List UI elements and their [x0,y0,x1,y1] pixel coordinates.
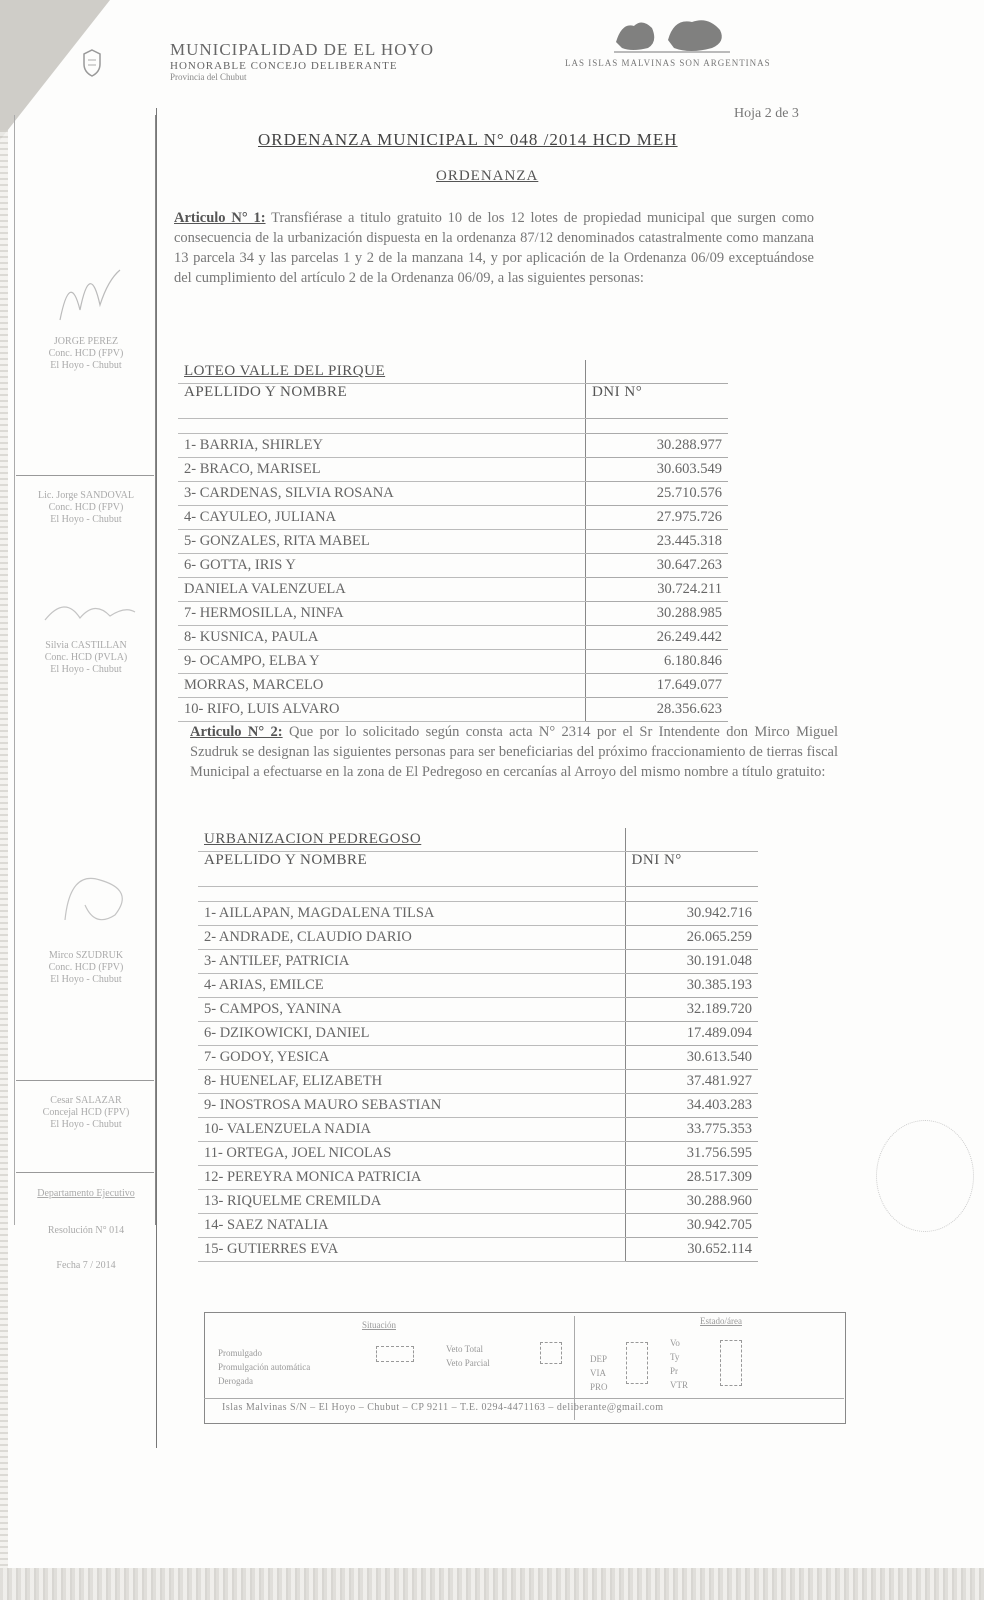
promulgado-checkbox [376,1346,414,1362]
beneficiary-dni: 30.191.048 [625,950,758,974]
province-name: Provincia del Chubut [170,72,247,82]
beneficiary-name: 10- RIFO, LUIS ALVARO [178,698,585,722]
table-row [178,530,728,554]
beneficiary-name: 9- OCAMPO, ELBA Y [178,650,585,674]
divider [16,1172,154,1173]
beneficiary-dni: 30.288.977 [585,434,728,458]
beneficiary-name: 2- BRACO, MARISEL [178,458,585,482]
col-label: VTR [670,1380,688,1390]
beneficiary-dni: 30.385.193 [625,974,758,998]
beneficiary-name: 6- GOTTA, IRIS Y [178,554,585,578]
table-row [178,602,728,626]
beneficiary-name: 10- VALENZUELA NADIA [198,1118,625,1142]
malvinas-islands-icon [612,12,732,54]
beneficiary-dni: 17.649.077 [585,674,728,698]
situation-title: Situación [362,1320,396,1330]
beneficiary-name: DANIELA VALENZUELA [178,578,585,602]
table-row [178,554,728,578]
beneficiary-dni: 27.975.726 [585,506,728,530]
resolution-number: Resolución N° 014 [47,1225,125,1236]
article-2 [190,722,838,782]
table-row [198,1190,758,1214]
beneficiary-name: 3- ANTILEF, PATRICIA [198,950,625,974]
page-number: Hoja 2 de 3 [734,106,799,121]
table-row [178,626,728,650]
beneficiary-name: 13- RIQUELME CREMILDA [198,1190,625,1214]
beneficiary-dni: 30.603.549 [585,458,728,482]
beneficiary-name: MORRAS, MARCELO [178,674,585,698]
beneficiary-name: 4- CAYULEO, JULIANA [178,506,585,530]
signatory-3: Silvia CASTILLAN Conc. HCD (PVLA) El Hoyo - Chubut [44,640,128,675]
table-row [198,1166,758,1190]
article-2-text: Que por lo solicitado según consta acta N° 2314 por el Sr Intendente don Mirco Miguel Szudruk se designan las siguientes personas para ser beneficiarias del próximo fraccionamiento de tierras fiscal Municipal a efectuarse en la zona de El Pedregoso en cercanías al Arroyo del mismo nombre a título gratuito: [190,724,839,780]
municipal-crest-icon [80,48,104,78]
table-urbanizacion-pedregoso [198,828,758,1262]
table-row [178,698,728,722]
table-row [178,458,728,482]
table-title: LOTEO VALLE DEL PIRQUE [178,360,585,384]
beneficiary-name: 3- CARDENAS, SILVIA ROSANA [178,482,585,506]
table-row [178,482,728,506]
beneficiary-name: 7- HERMOSILLA, NINFA [178,602,585,626]
column-header-name: APELLIDO Y NOMBRE [178,384,585,419]
beneficiary-dni: 30.724.211 [585,578,728,602]
beneficiary-name: 9- INOSTROSA MAURO SEBASTIAN [198,1094,625,1118]
signatory-5: Cesar SALAZAR Concejal HCD (FPV) El Hoyo - Chubut [42,1095,130,1130]
promulgado-label: Promulgado [218,1348,262,1358]
beneficiary-name: 8- KUSNICA, PAULA [178,626,585,650]
col-label: VIA [590,1368,606,1378]
beneficiary-dni: 30.613.540 [625,1046,758,1070]
promulgacion-automatica-label: Promulgación automática [218,1362,311,1372]
beneficiary-dni: 30.647.263 [585,554,728,578]
divider [204,1398,844,1399]
beneficiary-dni: 30.942.716 [625,902,758,926]
beneficiary-dni: 32.189.720 [625,998,758,1022]
table-row [198,998,758,1022]
beneficiary-dni: 30.942.705 [625,1214,758,1238]
table-row [198,1214,758,1238]
beneficiary-name: 2- ANDRADE, CLAUDIO DARIO [198,926,625,950]
beneficiary-dni: 28.517.309 [625,1166,758,1190]
beneficiary-name: 14- SAEZ NATALIA [198,1214,625,1238]
divider [16,1080,154,1081]
signature-scribble-icon [50,250,130,330]
letterhead [170,40,434,82]
beneficiary-name: 8- HUENELAF, ELIZABETH [198,1070,625,1094]
column-header-dni: DNI N° [585,384,728,419]
beneficiary-dni: 26.249.442 [585,626,728,650]
beneficiary-dni: 37.481.927 [625,1070,758,1094]
municipality-name: MUNICIPALIDAD DE EL HOYO [170,40,435,59]
table-row [198,1070,758,1094]
document-title: ORDENANZA MUNICIPAL N° 048 /2014 HCD MEH [258,130,678,149]
signature-scribble-icon [40,590,140,630]
resolution-date: Fecha 7 / 2014 [56,1260,116,1271]
beneficiary-dni: 28.356.623 [585,698,728,722]
estado-checkbox [626,1342,648,1384]
table-row [198,950,758,974]
estado-checkbox [720,1340,742,1386]
beneficiary-name: 7- GODOY, YESICA [198,1046,625,1070]
footer-address: Islas Malvinas S/N – El Hoyo – Chubut – CP 9211 – T.E. 0294-4471163 – deliberante@gmail.com [222,1402,664,1413]
beneficiary-name: 1- BARRIA, SHIRLEY [178,434,585,458]
table-row [178,578,728,602]
signature-scribble-icon [55,860,145,930]
beneficiary-dni: 23.445.318 [585,530,728,554]
beneficiary-dni: 30.652.114 [625,1238,758,1262]
table-row [178,674,728,698]
divider [16,475,154,476]
beneficiary-dni: 17.489.094 [625,1022,758,1046]
beneficiary-dni: 30.288.985 [585,602,728,626]
page-edge-texture [0,130,8,1570]
column-header-dni: DNI N° [625,852,758,887]
table-row [178,506,728,530]
table-row [198,974,758,998]
table-title: URBANIZACION PEDREGOSO [198,828,625,852]
col-label: PRO [590,1382,608,1392]
table-loteo-valle-del-pirque [178,360,728,722]
beneficiary-dni: 25.710.576 [585,482,728,506]
table-row [198,902,758,926]
veto-checkbox [540,1342,562,1364]
beneficiary-dni: 31.756.595 [625,1142,758,1166]
beneficiary-name: 5- GONZALES, RITA MABEL [178,530,585,554]
signatory-4: Mirco SZUDRUK Conc. HCD (FPV) El Hoyo - Chubut [48,950,124,985]
col-label: Pr [670,1366,679,1376]
article-2-heading: Articulo N° 2: [190,724,283,740]
council-name: HONORABLE CONCEJO DELIBERANTE [170,60,398,72]
veto-parcial-label: Veto Parcial [446,1358,490,1368]
motto-text: LAS ISLAS MALVINAS SON ARGENTINAS [565,58,771,68]
table-row [178,650,728,674]
col-label: Ty [670,1352,680,1362]
derogada-label: Derogada [218,1376,253,1386]
beneficiary-name: 12- PEREYRA MONICA PATRICIA [198,1166,625,1190]
article-1 [174,208,814,288]
column-header-name: APELLIDO Y NOMBRE [198,852,625,887]
beneficiary-name: 15- GUTIERRES EVA [198,1238,625,1262]
table-row [198,1094,758,1118]
article-1-heading: Articulo N° 1: [174,210,266,226]
table-row [198,1118,758,1142]
beneficiary-dni: 26.065.259 [625,926,758,950]
signatory-1: JORGE PEREZ Conc. HCD (FPV) El Hoyo - Chubut [48,336,124,371]
table-row [198,926,758,950]
article-1-text: Transfiérase a titulo gratuito 10 de los 12 lotes de propiedad municipal que surgen como consecuencia de la urbanización dispuesta en la ordenanza 87/12 denominados catastralmente como manzana 13 parcela 34 y las parcelas 1 y 2 de la manzana 14, y por aplicación de la Ordenanza 06/09 exceptuándose del cumplimiento del artículo 2 de la Ordenanza 06/09, a las siguientes personas: [174,210,814,286]
beneficiary-dni: 6.180.846 [585,650,728,674]
veto-total-label: Veto Total [446,1344,483,1354]
table-row [198,1238,758,1262]
document-subtitle: ORDENANZA [436,168,539,184]
page-bottom-texture [0,1568,984,1600]
beneficiary-dni: 30.288.960 [625,1190,758,1214]
table-row [198,1022,758,1046]
beneficiary-dni: 33.775.353 [625,1118,758,1142]
official-seal [876,1120,974,1232]
estado-title: Estado/área [700,1316,742,1326]
beneficiary-name: 4- ARIAS, EMILCE [198,974,625,998]
col-label: DEP [590,1354,608,1364]
beneficiary-name: 1- AILLAPAN, MAGDALENA TILSA [198,902,625,926]
table-row [178,434,728,458]
signatory-2: Lic. Jorge SANDOVAL Conc. HCD (FPV) El Hoyo - Chubut [37,490,134,525]
executive-dept-label: Departamento Ejecutivo [37,1188,135,1199]
beneficiary-name: 5- CAMPOS, YANINA [198,998,625,1022]
beneficiary-name: 6- DZIKOWICKI, DANIEL [198,1022,625,1046]
col-label: Vo [670,1338,680,1348]
beneficiary-name: 11- ORTEGA, JOEL NICOLAS [198,1142,625,1166]
table-row [198,1142,758,1166]
beneficiary-dni: 34.403.283 [625,1094,758,1118]
table-row [198,1046,758,1070]
